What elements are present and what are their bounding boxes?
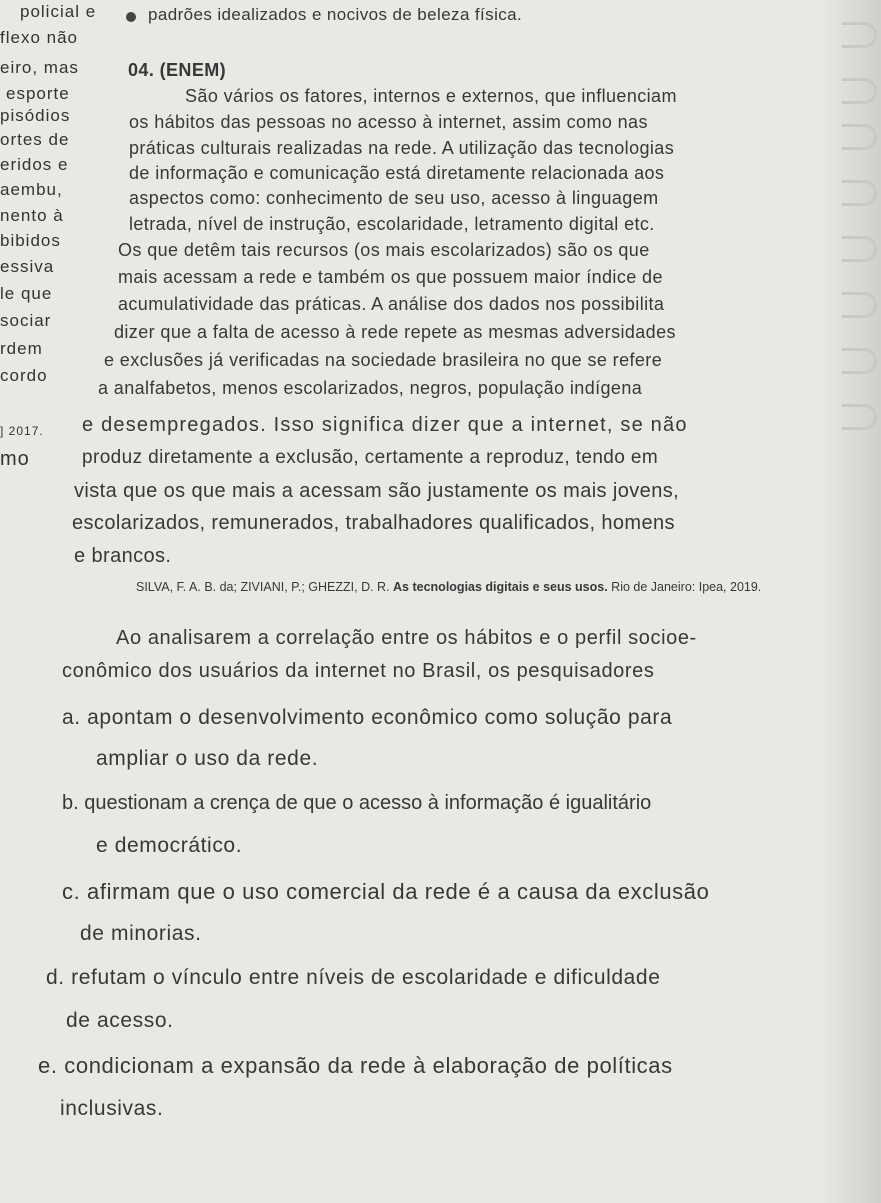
option-line: inclusivas. [60, 1097, 164, 1120]
option-line [62, 879, 709, 905]
text-line: e desempregados. Isso significa dizer que a internet, se não [82, 414, 688, 436]
fragment: bibidos [0, 231, 61, 250]
citation-title: As tecnologias digitais e seus usos. [393, 580, 608, 594]
prompt-line: Ao analisarem a correlação entre os hábitos e o perfil socioe- [116, 627, 697, 649]
text-line: e brancos. [74, 545, 172, 567]
citation [136, 580, 761, 594]
fragment: essiva [0, 257, 55, 276]
option-line [62, 706, 672, 730]
text-line: acumulatividade das práticas. A análise dos dados nos possibilita [118, 294, 665, 314]
text-line: escolarizados, remunerados, trabalhadores qualificados, homens [72, 512, 675, 534]
text-line: vista que os que mais a acessam são justamente os mais jovens, [74, 480, 680, 502]
option-letter: c. [62, 879, 81, 904]
fragment: esporte [6, 84, 70, 103]
fragment: flexo não [0, 28, 78, 47]
text-line: Os que detêm tais recursos (os mais escolarizados) são os que [118, 240, 650, 260]
fragment: cordo [0, 366, 48, 385]
option-text: condicionam a expansão da rede à elaboração de políticas [64, 1053, 673, 1078]
binding-rings [825, 0, 881, 460]
fragment: ] 2017. [0, 424, 44, 438]
option-text: afirmam que o uso comercial da rede é a causa da exclusão [87, 879, 710, 904]
text-line: produz diretamente a exclusão, certamente a reproduz, tendo em [82, 447, 659, 468]
fragment: nento à [0, 206, 64, 225]
fragment: eiro, mas [0, 58, 79, 77]
text-line: São vários os fatores, internos e externos, que influenciam [185, 86, 677, 106]
fragment: ortes de [0, 130, 70, 149]
text-line: letrada, nível de instrução, escolaridade, letramento digital etc. [129, 214, 655, 234]
option-letter: b. [62, 792, 79, 814]
option-letter: a. [62, 706, 81, 729]
text-line: práticas culturais realizadas na rede. A utilização das tecnologias [129, 138, 675, 158]
citation-publisher: Rio de Janeiro: Ipea, 2019. [611, 580, 762, 594]
question-heading: 04. (ENEM) [128, 60, 227, 80]
option-line: de minorias. [80, 922, 202, 945]
text-line: aspectos como: conhecimento de seu uso, acesso à linguagem [129, 188, 659, 208]
fragment: pisódios [0, 106, 71, 125]
option-text: refutam o vínculo entre níveis de escolaridade e dificuldade [71, 966, 661, 989]
prompt-line: conômico dos usuários da internet no Brasil, os pesquisadores [62, 660, 655, 682]
option-line: ampliar o uso da rede. [96, 747, 319, 770]
fragment: rdem [0, 339, 43, 358]
option-line [38, 1053, 673, 1079]
fragment: aembu, [0, 180, 63, 199]
text-line: dizer que a falta de acesso à rede repete as mesmas adversidades [114, 322, 676, 342]
fragment: le que [0, 284, 53, 303]
text-line: e exclusões já verificadas na sociedade brasileira no que se refere [104, 350, 663, 370]
fragment: eridos e [0, 155, 69, 174]
option-line: e democrático. [96, 834, 243, 857]
citation-authors: SILVA, F. A. B. da; ZIVIANI, P.; GHEZZI, D. R. [136, 580, 390, 594]
option-letter: e. [38, 1053, 58, 1078]
page-bullet-icon [126, 12, 136, 22]
top-line: padrões idealizados e nocivos de beleza física. [148, 5, 523, 24]
text-line: mais acessam a rede e também os que possuem maior índice de [118, 267, 663, 287]
option-line [62, 792, 651, 815]
option-line [46, 966, 661, 990]
option-letter: d. [46, 966, 65, 989]
fragment: mo [0, 448, 30, 470]
text-line: os hábitos das pessoas no acesso à internet, assim como nas [129, 112, 648, 132]
fragment: sociar [0, 311, 52, 330]
option-text: apontam o desenvolvimento econômico como solução para [87, 706, 673, 729]
option-text: questionam a crença de que o acesso à informação é igualitário [84, 792, 652, 814]
option-line: de acesso. [66, 1009, 174, 1032]
text-line: de informação e comunicação está diretamente relacionada aos [129, 163, 665, 183]
fragment: policial e [20, 2, 97, 21]
text-line: a analfabetos, menos escolarizados, negros, população indígena [98, 378, 643, 398]
